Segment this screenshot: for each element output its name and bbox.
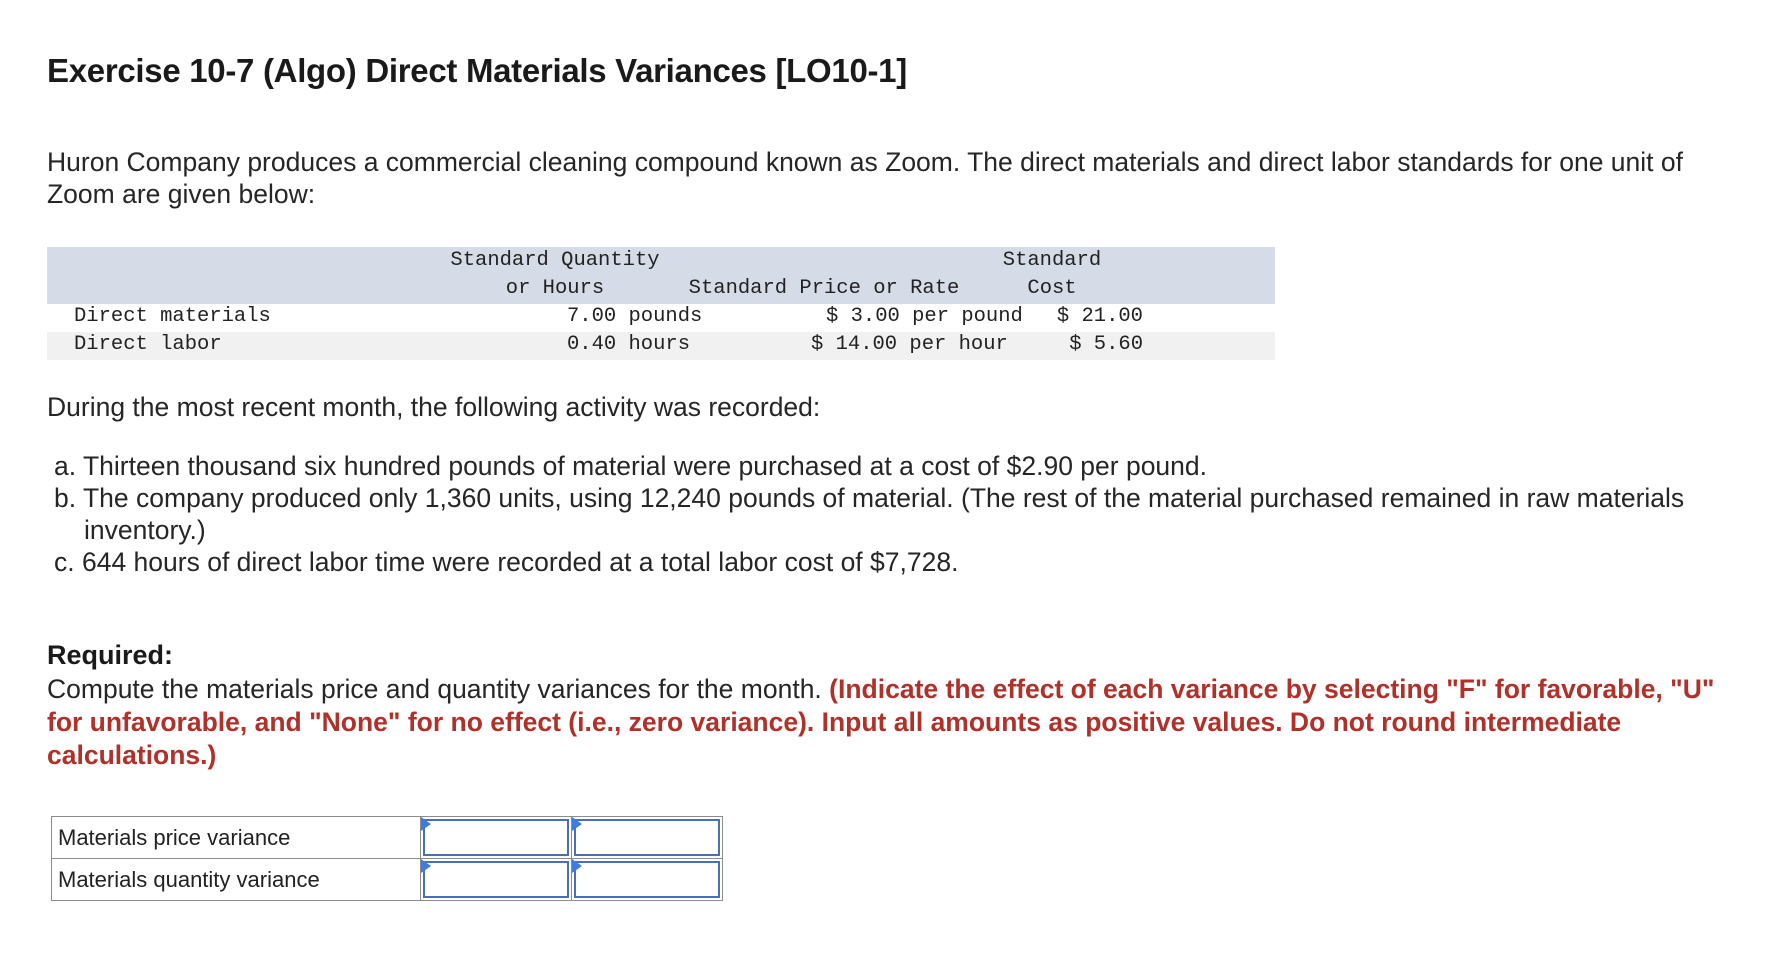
price-variance-effect-select[interactable] [572,817,723,859]
amount-field[interactable] [423,819,569,856]
required-instructions: (Indicate the effect of each variance by selecting "F" for favorable, "U" for unfavorable, and "None" for no effect (i.e., zero variance). Input all amounts as positive values. Do not round intermediate calculations.) [47,674,1715,770]
row-price: $ 14.00 per hour [811,333,1008,356]
header-cost-line1: Standard [1002,249,1102,272]
answer-label: Materials quantity variance [52,859,421,901]
table-row [47,304,1275,332]
list-item: a. Thirteen thousand six hundred pounds of material were purchased at a cost of $2.90 per pound. [54,451,1208,481]
header-qty-line1: Standard Quantity [450,249,660,272]
activity-list [54,450,1734,578]
page-title: Exercise 10-7 (Algo) Direct Materials Variances [LO10-1] [47,52,907,89]
row-quantity: 7.00 pounds [567,305,703,328]
intro-text: Huron Company produces a commercial cleaning compound known as Zoom. The direct materials and direct labor standards for one unit of Zoom are given below: [47,147,1683,209]
list-item: b. The company produced only 1,360 units, using 12,240 pounds of material. (The rest of the material purchased remained in raw materials inventory.) [54,483,1685,545]
price-variance-amount-input[interactable] [421,817,572,859]
answer-table [51,816,723,901]
list-item: c. 644 hours of direct labor time were recorded at a total labor cost of $7,728. [54,547,959,577]
effect-field[interactable] [574,819,720,856]
required-question: Compute the materials price and quantity variances for the month. [47,674,822,704]
amount-field[interactable] [423,861,569,898]
table-row [52,817,723,859]
header-standard-quantity [445,247,665,303]
answer-label: Materials price variance [52,817,421,859]
row-label: Direct labor [74,333,222,356]
activity-intro: During the most recent month, the following activity was recorded: [47,392,821,422]
header-cost-line2: Cost [1027,277,1077,300]
header-standard-price: Standard Price or Rate [688,277,960,300]
dropdown-marker-icon [421,817,431,831]
dropdown-marker-icon [572,859,582,873]
row-quantity: 0.40 hours [567,333,691,356]
row-price: $ 3.00 per pound [826,305,1023,328]
dropdown-marker-icon [421,859,431,873]
required-text [47,673,1737,772]
table-row [52,859,723,901]
table-row [47,332,1275,360]
row-cost: $ 5.60 [1069,333,1143,356]
dropdown-marker-icon [572,817,582,831]
effect-field[interactable] [574,861,720,898]
required-label: Required: [47,640,174,670]
header-standard-cost [992,247,1112,303]
standards-table [47,247,1275,360]
quantity-variance-amount-input[interactable] [421,859,572,901]
row-cost: $ 21.00 [1056,305,1143,328]
header-qty-line2: or Hours [505,277,605,300]
row-label: Direct materials [74,305,271,328]
quantity-variance-effect-select[interactable] [572,859,723,901]
standards-table-header [47,247,1275,304]
